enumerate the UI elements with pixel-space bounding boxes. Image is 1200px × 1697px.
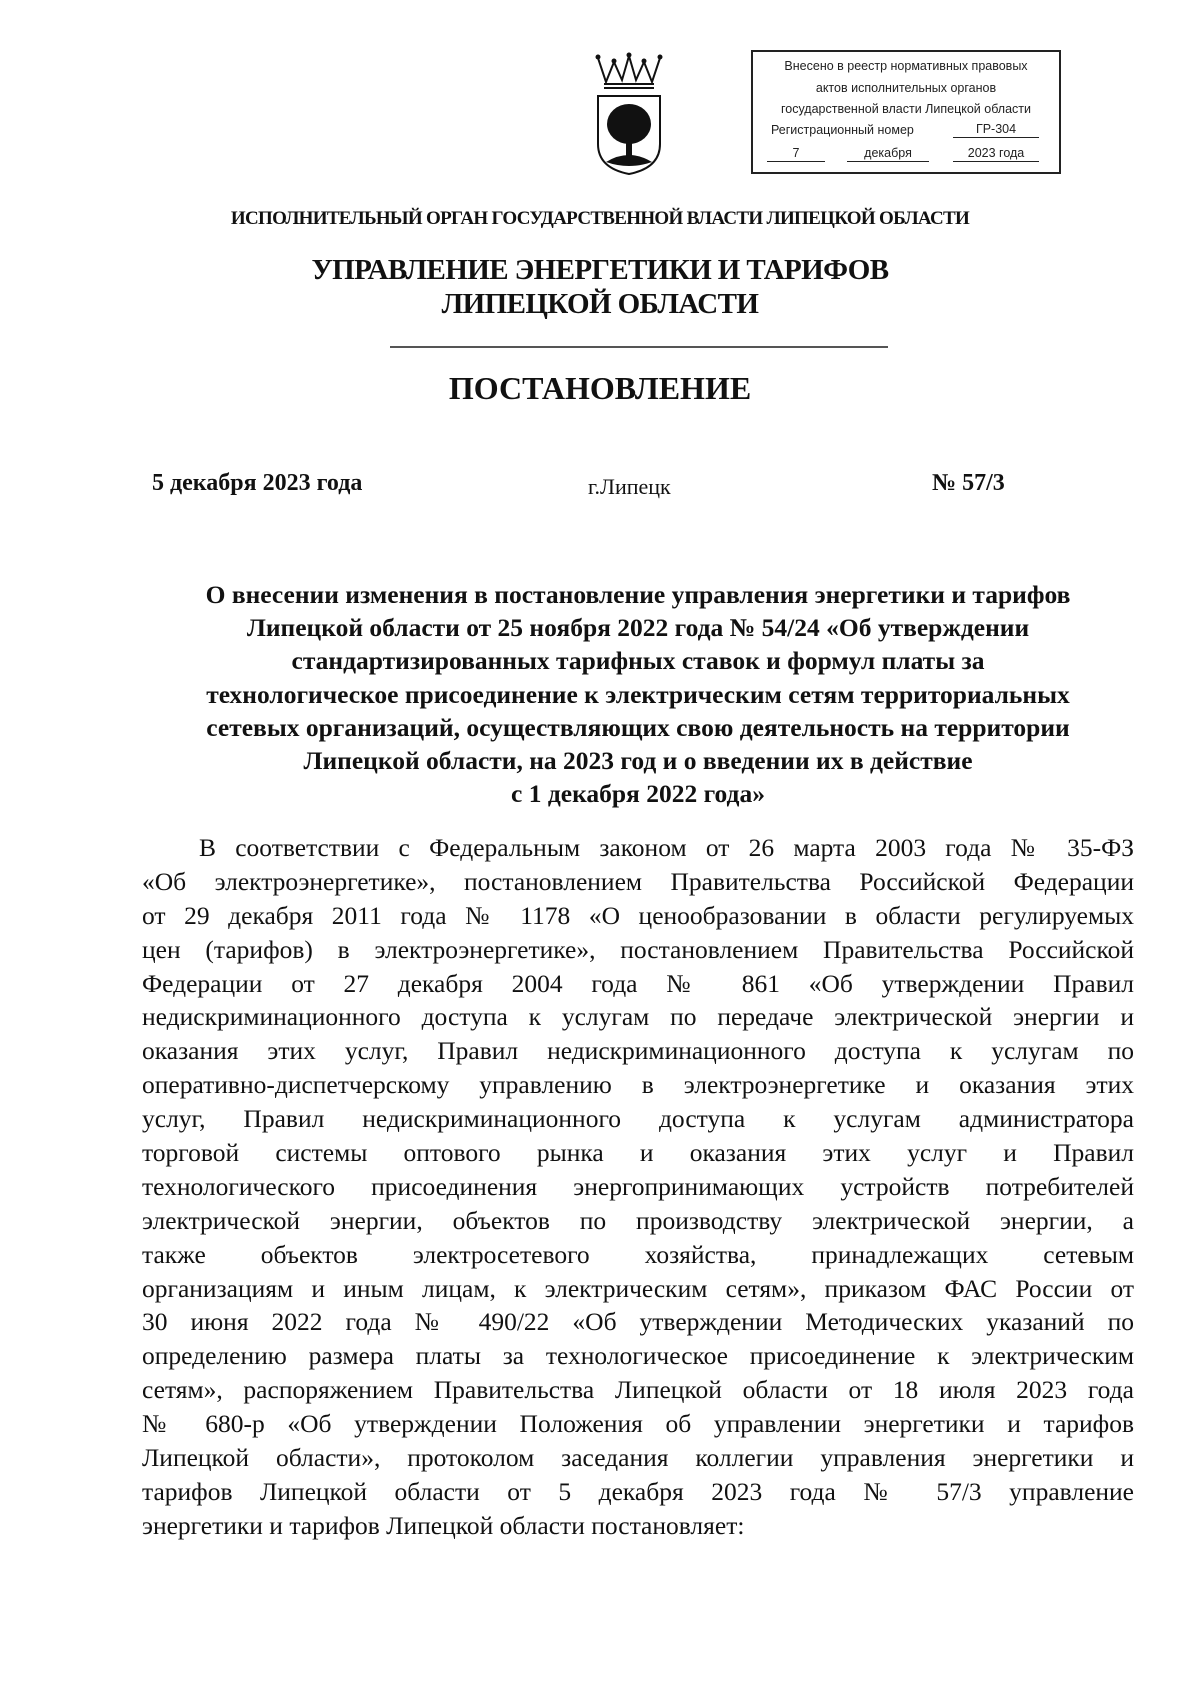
header-divider [390,346,888,348]
body-line: организациям и иным лицам, к электрическим сетям», приказом ФАС России от [142,1273,1134,1303]
stamp-day: 7 [767,146,825,162]
title-line: Липецкой области от 25 ноября 2022 года № 54/24 «Об утверждении [246,613,1030,643]
body-line: тарифов Липецкой области от 5 декабря 2023 года № 57/3 управление [142,1476,1134,1506]
body-line: сетям», распоряжением Правительства Липецкой области от 18 июля 2023 года [142,1375,1134,1405]
body-line: В соответствии с Федеральным законом от 26 марта 2003 года № 35-ФЗ [199,833,1134,862]
body-line: определению размера платы за технологическое присоединение к электрическим [142,1341,1134,1371]
org-line: ИСПОЛНИТЕЛЬНЫЙ ОРГАН ГОСУДАРСТВЕННОЙ ВЛАСТИ ЛИПЕЦКОЙ ОБЛАСТИ [230,208,970,229]
title-line: сетевых организаций, осуществляющих свою деятельность на территории [206,712,1070,742]
document-title [142,578,1134,810]
body-line: энергетики и тарифов Липецкой области постановляет: [142,1510,745,1540]
document-city: г.Липецк [588,474,671,499]
body-line: Федерации от 27 декабря 2004 года № 861 «Об утверждении Правил [142,968,1134,998]
body-line: также объектов электросетевого хозяйства, принадлежащих сетевым [142,1239,1134,1269]
stamp-year: 2023 года [953,146,1039,162]
document-date: 5 декабря 2023 года [152,470,363,496]
body-line: от 29 декабря 2011 года № 1178 «О ценообразовании в области регулируемых [142,900,1134,930]
stamp-line: Внесено в реестр нормативных правовых [784,59,1028,73]
stamp-reg-label: Регистрационный номер [771,123,914,137]
body-line: цен (тарифов) в электроэнергетике», постановлением Правительства Российской [142,934,1134,964]
stamp-line: актов исполнительных органов [815,81,997,95]
body-line: оказания этих услуг, Правил недискриминационного доступа к услугам по [142,1036,1134,1066]
body-line: технологического присоединения энергопринимающих устройств потребителей [142,1171,1134,1201]
document-number: № 57/3 [932,470,1005,496]
document-type: ПОСТАНОВЛЕНИЕ [448,370,752,406]
title-line: технологическое присоединение к электрическим сетям территориальных [206,679,1070,709]
stamp-line: государственной власти Липецкой области [780,102,1032,116]
title-line: О внесении изменения в постановление управления энергетики и тарифов [205,580,1071,609]
dept-name-line2: ЛИПЕЦКОЙ ОБЛАСТИ [441,288,759,320]
dept-name-line1: УПРАВЛЕНИЕ ЭНЕРГЕТИКИ И ТАРИФОВ [311,254,889,286]
body-line: 30 июня 2022 года № 490/22 «Об утверждении Методических указаний по [142,1307,1134,1337]
body-line: недискриминационного доступа к услугам по передаче электрической энергии и [142,1002,1134,1032]
body-line: услуг, Правил недискриминационного доступа к услугам администратора [142,1104,1134,1134]
body-line: торговой системы оптового рынка и оказания этих услуг и Правил [142,1138,1134,1168]
body-line: «Об электроэнергетике», постановлением Правительства Российской Федерации [142,866,1134,896]
coat-of-arms-emblem [592,52,666,176]
body-line: Липецкой области», протоколом заседания коллегии управления энергетики и [142,1443,1134,1473]
registry-stamp [751,50,1061,174]
body-line: электрической энергии, объектов по производству электрической энергии, а [142,1205,1134,1235]
title-line: с 1 декабря 2022 года» [511,779,765,809]
stamp-reg-number: ГР-304 [953,122,1039,138]
title-line: стандартизированных тарифных ставок и формул платы за [291,646,985,676]
document-body [142,831,1134,1543]
title-line: Липецкой области, на 2023 год и о введении их в действие [303,746,973,776]
stamp-month: декабря [847,146,929,162]
body-line: № 680-р «Об утверждении Положения об управлении энергетики и тарифов [142,1409,1134,1439]
body-line: оперативно-диспетчерскому управлению в электроэнергетике и оказания этих [142,1070,1134,1100]
